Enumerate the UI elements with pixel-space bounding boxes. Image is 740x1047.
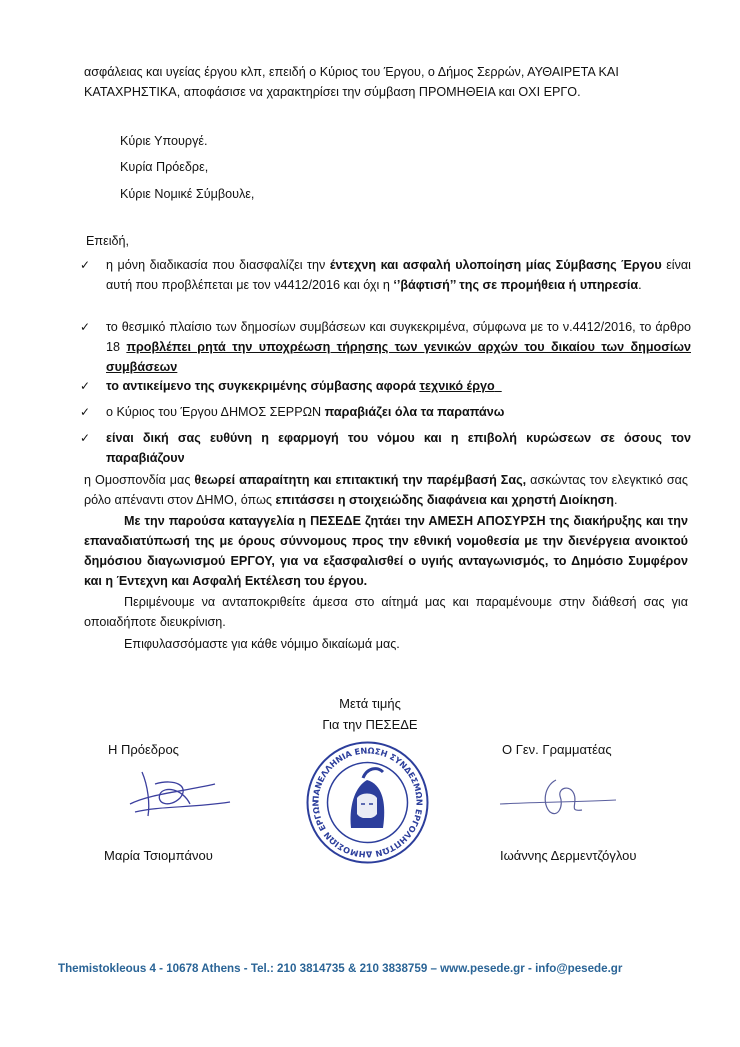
federation-emphasis: επιτάσσει η στοιχειώδης διαφάνεια και χρηστή Διοίκηση bbox=[275, 493, 614, 507]
response-request-paragraph: Περιμένουμε να ανταποκριθείτε άμεσα στο αίτημά μας και παραμένουμε στην διάθεσή σας για οποιαδήποτε διευκρίνιση. bbox=[84, 595, 688, 629]
checkmark-icon: ✓ bbox=[80, 379, 91, 393]
footer-contact-info: Themistokleous 4 - 10678 Athens - Tel.: 210 3814735 & 210 3838759 – www.pesede.gr - info@pesede.gr bbox=[58, 962, 623, 975]
bullet-item bbox=[106, 255, 691, 295]
bullet-item: είναι δική σας ευθύνη η εφαρμογή του νόμου και η επιβολή κυρώσεων σε όσους τον παραβιάζουν bbox=[106, 431, 691, 465]
salutation-legal-advisor: Κύριε Νομικέ Σύμβουλε, bbox=[120, 187, 255, 201]
left-signature-icon bbox=[120, 764, 240, 824]
right-signature-icon bbox=[498, 768, 618, 823]
signatory-right-role: Ο Γεν. Γραμματέας bbox=[502, 742, 612, 757]
intro-line-1: ασφάλειας και υγείας έργου κλπ, επειδή ο Κύριος του Έργου, ο Δήμος Σερρών, ΑΥΘΑΙΡΕΤΑ ΚΑΙ bbox=[84, 65, 619, 79]
bullet-emphasis: τεχνικό έργο bbox=[419, 379, 495, 393]
intro-line-2: ΚΑΤΑΧΡΗΣΤΙΚΑ, αποφάσισε να χαρακτηρίσει την σύμβαση ΠΡΟΜΗΘΕΙΑ και ΟΧΙ ΕΡΓΟ. bbox=[84, 85, 581, 99]
bullet-item bbox=[106, 402, 691, 422]
bullet-text: το θεσμικό πλαίσιο των δημοσίων συμβάσεων και συγκεκριμένα, σύμφωνα με το ν.4412/2016, το άρθρο 18 bbox=[106, 320, 691, 354]
checkmark-icon: ✓ bbox=[80, 431, 91, 445]
bullet-item bbox=[106, 376, 691, 396]
closing-regards: Μετά τιμής bbox=[339, 696, 401, 711]
federation-text: ασκώντας τον ελεγκτικό σας ρόλο απέναντι στον ΔΗΜΟ, όπως bbox=[84, 473, 688, 507]
bullet-emphasis: προβλέπει ρητά την υποχρέωση τήρησης των γενικών αρχών του δικαίου των δημοσίων συμβάσεων bbox=[106, 340, 691, 374]
closing-for-org: Για την ΠΕΣΕΔΕ bbox=[322, 717, 418, 732]
organization-seal-icon bbox=[305, 740, 430, 865]
federation-text: . bbox=[613, 493, 618, 507]
salutation-minister: Κύριε Υπουργέ. bbox=[120, 134, 208, 148]
bullet-text: ο Κύριος του Έργου ΔΗΜΟΣ ΣΕΡΡΩΝ bbox=[106, 405, 325, 419]
rights-reserved-paragraph: Επιφυλασσόμαστε για κάθε νόμιμο δικαίωμά μας. bbox=[124, 637, 400, 651]
signatory-left-role: Η Πρόεδρος bbox=[108, 742, 179, 757]
signatory-right-name: Ιωάννης Δερμεντζόγλου bbox=[500, 848, 637, 863]
federation-paragraph bbox=[84, 470, 688, 510]
bullet-emphasis: ‘’βάφτισή’’ της σε προμήθεια ή υπηρεσία bbox=[393, 278, 639, 292]
checkmark-icon: ✓ bbox=[80, 405, 91, 419]
salutation-president: Κυρία Πρόεδρε, bbox=[120, 160, 209, 174]
bullet-text: . bbox=[638, 278, 642, 292]
because-heading: Επειδή, bbox=[86, 234, 130, 248]
demand-paragraph: Με την παρούσα καταγγελία η ΠΕΣΕΔΕ ζητάει την ΑΜΕΣΗ ΑΠΟΣΥΡΣΗ της διακήρυξης και την επαναδιατύπωσή της με όρους σύννομους προς την εθνική νομοθεσία με την διενέργεια ανοικτού δημόσιου διαγωνισμού ΕΡΓΟΥ, για να εξασφαλισθεί ο υγιής ανταγωνισμός, το Δημόσιο Συμφέρον και η Έντεχνη και Ασφαλή Εκτέλεση του έργου. bbox=[84, 514, 688, 588]
seal-ring-text: ΠΑΝΕΛΛΗΝΙΑ ΕΝΩΣΗ ΣΥΝΔΕΣΜΩΝ ΕΡΓΟΛΗΠΤΩΝ ΔΗΜΟΣΙΩΝ ΕΡΓΩΝ bbox=[310, 745, 425, 860]
signatory-left-name: Μαρία Τσιομπάνου bbox=[104, 848, 213, 863]
checkmark-icon: ✓ bbox=[80, 320, 91, 334]
checkmark-icon: ✓ bbox=[80, 258, 91, 272]
bullet-emphasis: παραβιάζει όλα τα παραπάνω bbox=[324, 405, 505, 419]
bullet-text: το αντικείμενο της συγκεκριμένης σύμβασης αφορά bbox=[106, 379, 420, 393]
bullet-text: είναι αυτή που προβλέπεται με τον ν4412/2016 και όχι η bbox=[106, 258, 691, 292]
intro-paragraph bbox=[84, 62, 688, 102]
bullet-text: η μόνη διαδικασία που διασφαλίζει την bbox=[106, 258, 330, 272]
bullet-emphasis: έντεχνη και ασφαλή υλοποίηση μίας Σύμβασης Έργου bbox=[329, 258, 662, 272]
federation-emphasis: θεωρεί απαραίτητη και επιτακτική την παρέμβασή Σας, bbox=[194, 473, 527, 487]
bullet-item bbox=[106, 317, 691, 377]
federation-text: η Ομοσπονδία μας bbox=[84, 473, 195, 487]
